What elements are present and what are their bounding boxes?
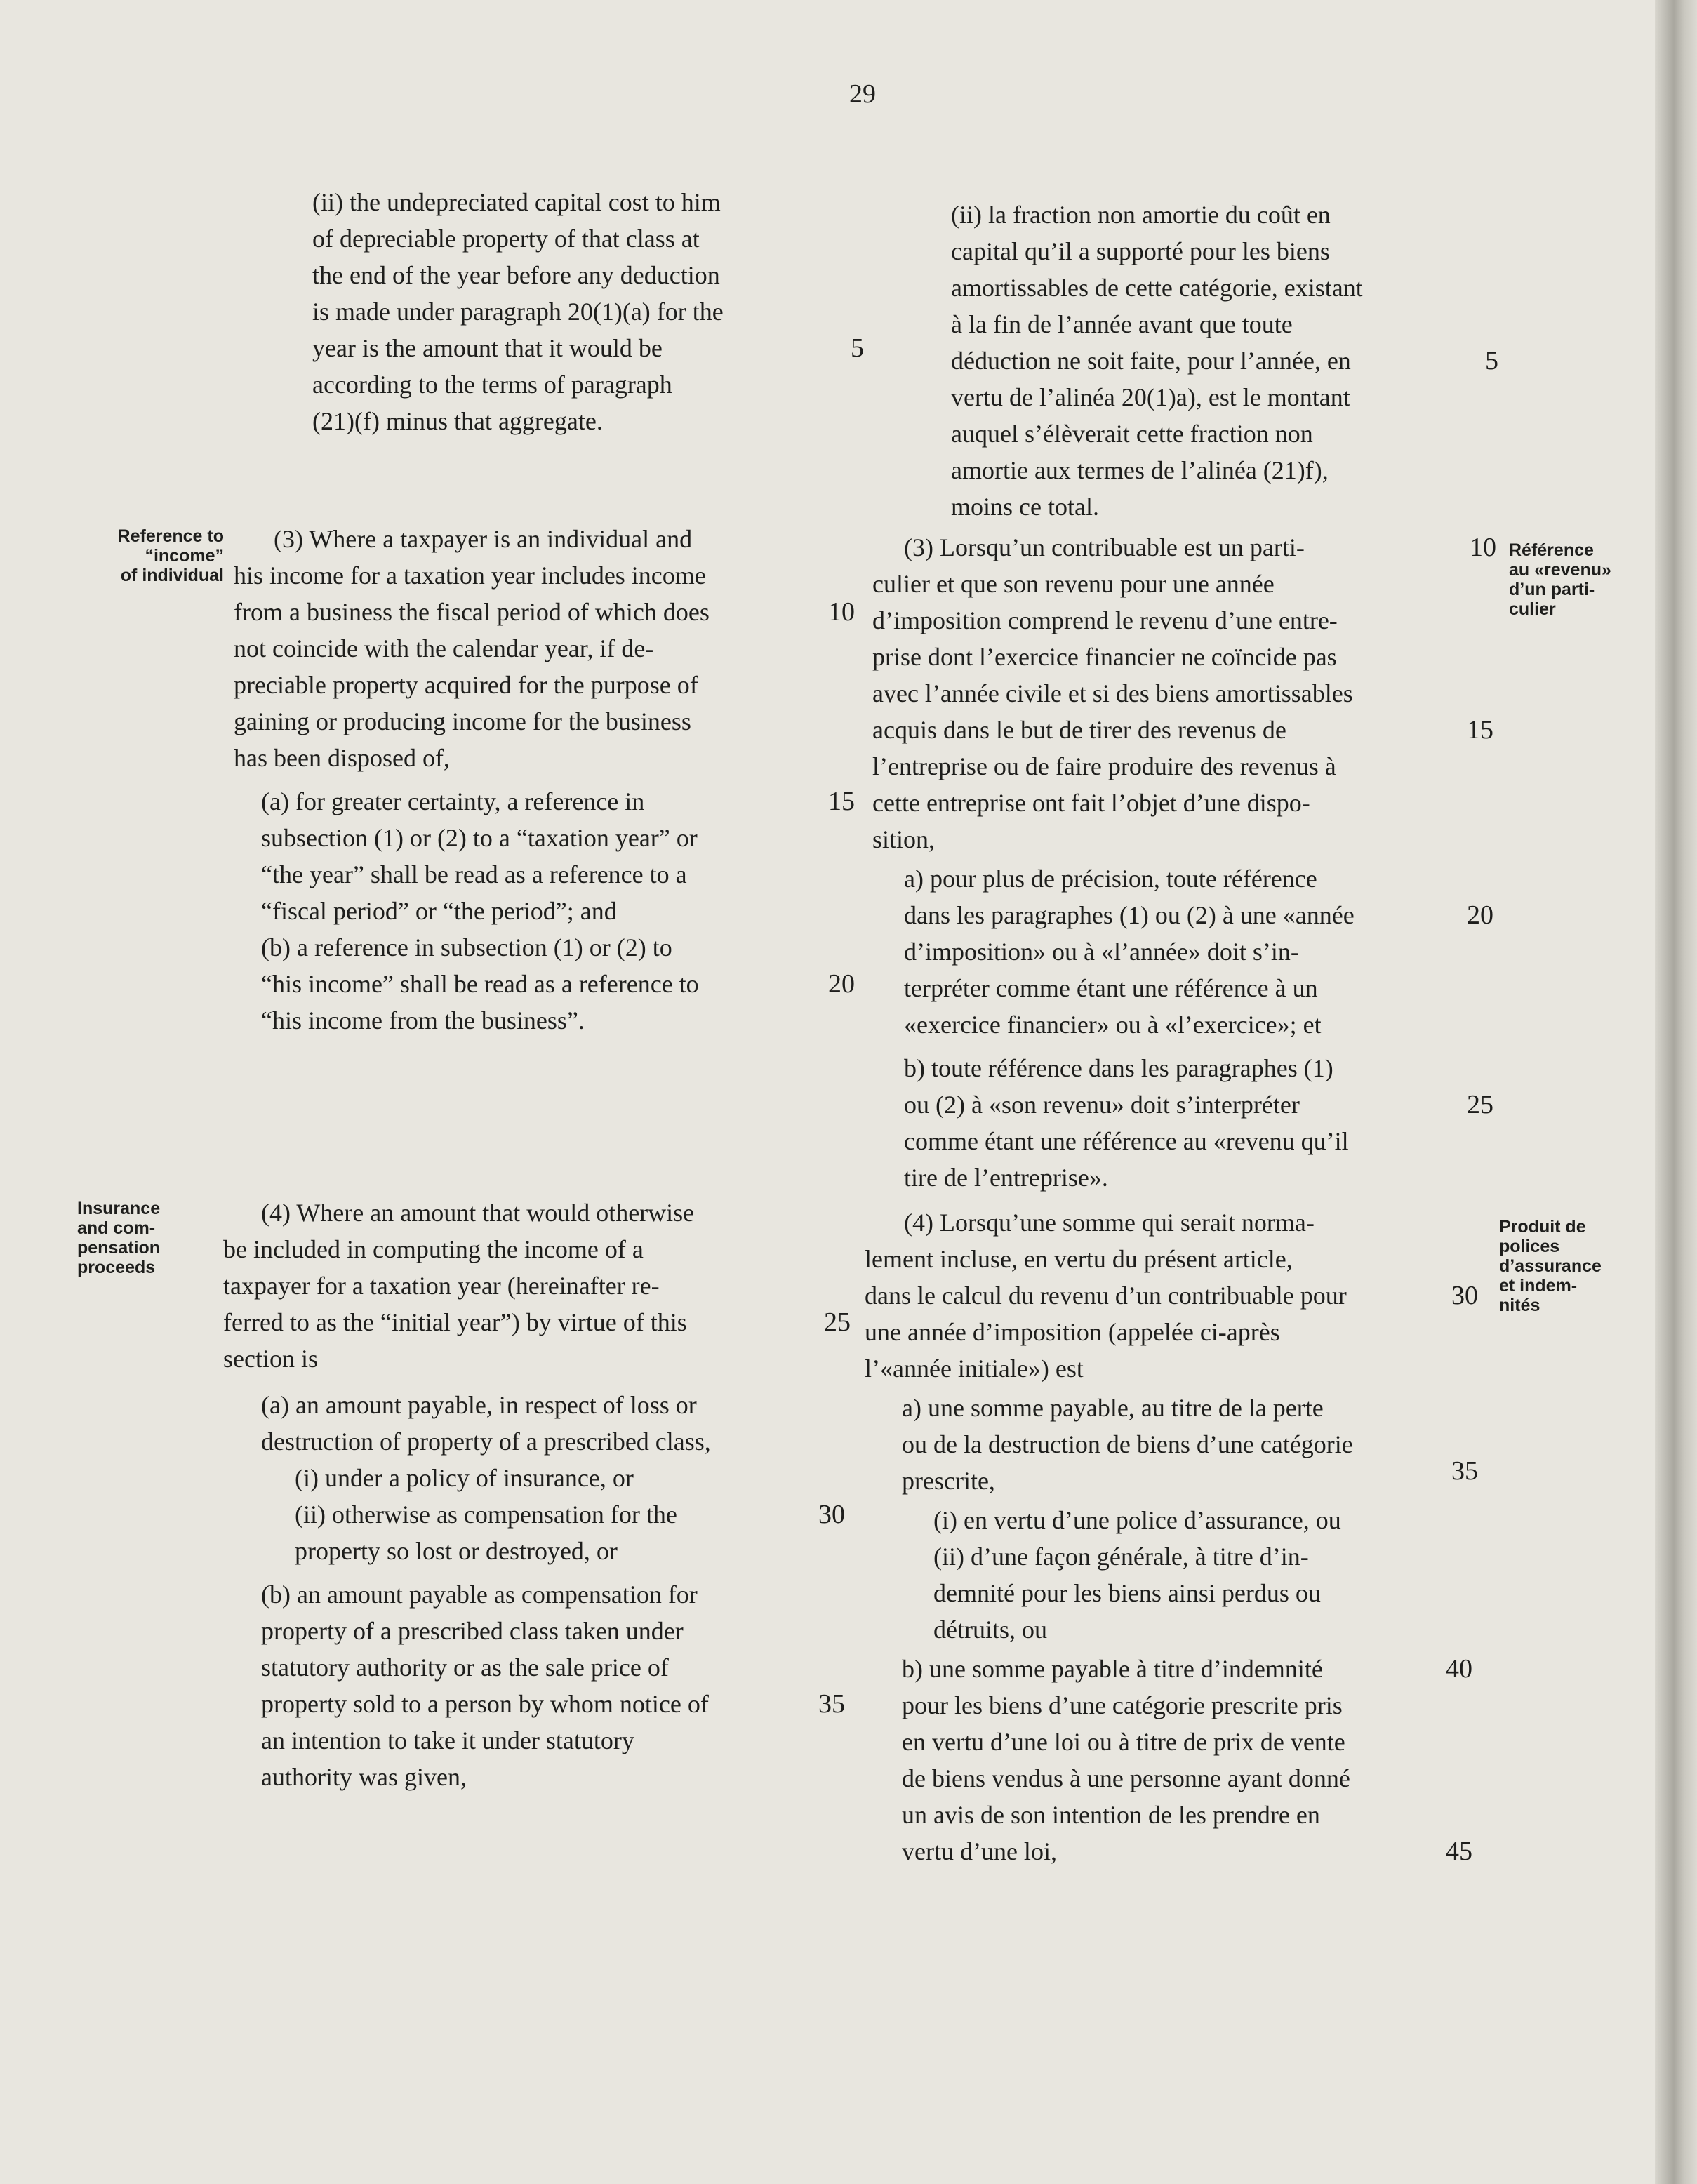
right-line: dans les paragraphes (1) ou (2) à une «année [904, 901, 1355, 929]
right-line: cette entreprise ont fait l’objet d’une dispo- [872, 789, 1310, 817]
right-line: sition, [872, 825, 936, 853]
page-binding-edge [1655, 0, 1697, 2184]
right-line: lement incluse, en vertu du présent article, [865, 1245, 1293, 1273]
left-line: year is the amount that it would be [312, 334, 663, 362]
left-line: “his income” shall be read as a reference to [261, 970, 699, 998]
left-line: (21)(f) minus that aggregate. [312, 407, 603, 435]
right-line: auquel s’élèverait cette fraction non [951, 420, 1313, 448]
left-line: “his income from the business”. [261, 1006, 585, 1034]
right-line-number: 10 [1470, 533, 1496, 562]
right-line-number: 45 [1446, 1837, 1472, 1866]
right-line: (i) en vertu d’une police d’assurance, ou [933, 1506, 1341, 1534]
right-line: avec l’année civile et si des biens amortissables [872, 679, 1353, 707]
right-line: en vertu d’une loi ou à titre de prix de vente [902, 1728, 1345, 1756]
right-line-number: 20 [1467, 900, 1493, 930]
right-line: demnité pour les biens ainsi perdus ou [933, 1579, 1321, 1607]
left-line: “fiscal period” or “the period”; and [261, 897, 617, 925]
left-line: has been disposed of, [234, 744, 450, 772]
margin-note-produit-polices: Produit de polices d’assurance et indem- nités [1499, 1217, 1602, 1315]
right-line: un avis de son intention de les prendre en [902, 1801, 1320, 1829]
right-line: pour les biens d’une catégorie prescrite pris [902, 1691, 1343, 1719]
left-line: (3) Where a taxpayer is an individual and [274, 525, 693, 553]
left-line-number: 30 [818, 1500, 845, 1529]
right-line: b) toute référence dans les paragraphes (1) [904, 1054, 1333, 1082]
right-line: à la fin de l’année avant que toute [951, 310, 1293, 338]
left-line: “the year” shall be read as a reference to a [261, 860, 687, 888]
right-line: dans le calcul du revenu d’un contribuable pour [865, 1281, 1347, 1310]
page-number: 29 [849, 79, 876, 109]
right-line: culier et que son revenu pour une année [872, 570, 1275, 598]
right-line: «exercice financier» ou à «l’exercice»; et [904, 1011, 1322, 1039]
left-line-number: 20 [828, 969, 855, 999]
left-line: statutory authority or as the sale price of [261, 1653, 669, 1682]
right-line-number: 35 [1451, 1456, 1478, 1486]
right-line: l’entreprise ou de faire produire des revenus à [872, 752, 1336, 780]
left-line-number: 25 [824, 1307, 851, 1337]
right-line: détruits, ou [933, 1616, 1047, 1644]
left-line: gaining or producing income for the business [234, 707, 691, 735]
right-line: (ii) d’une façon générale, à titre d’in- [933, 1543, 1309, 1571]
right-line: ou de la destruction de biens d’une catégorie [902, 1430, 1353, 1458]
left-line: property of a prescribed class taken under [261, 1617, 684, 1645]
right-line: b) une somme payable à titre d’indemnité [902, 1655, 1323, 1683]
left-line: (b) an amount payable as compensation for [261, 1580, 698, 1609]
left-line: (ii) otherwise as compensation for the [295, 1500, 677, 1529]
left-line: from a business the fiscal period of which does [234, 598, 710, 626]
left-line: (b) a reference in subsection (1) or (2) to [261, 933, 672, 961]
left-line: section is [223, 1345, 318, 1373]
right-line-number: 15 [1467, 715, 1493, 745]
right-line: amortissables de cette catégorie, existant [951, 274, 1363, 302]
left-line: is made under paragraph 20(1)(a) for the [312, 298, 724, 326]
right-line: déduction ne soit faite, pour l’année, en [951, 347, 1351, 375]
left-line: property sold to a person by whom notice of [261, 1690, 709, 1718]
left-line: (a) an amount payable, in respect of loss or [261, 1391, 697, 1419]
left-line: (ii) the undepreciated capital cost to him [312, 188, 721, 216]
margin-note-reference-revenu: Référence au «revenu» d’un parti- culier [1509, 540, 1611, 619]
right-line: (4) Lorsqu’une somme qui serait norma- [904, 1208, 1315, 1237]
right-line: vertu de l’alinéa 20(1)a), est le montant [951, 383, 1350, 411]
left-line-number: 10 [828, 597, 855, 627]
right-line: acquis dans le but de tirer des revenus de [872, 716, 1286, 744]
right-line: l’«année initiale») est [865, 1354, 1084, 1383]
right-line: a) pour plus de précision, toute référence [904, 865, 1317, 893]
right-line: a) une somme payable, au titre de la perte [902, 1394, 1324, 1422]
right-line: d’imposition» ou à «l’année» doit s’in- [904, 938, 1299, 966]
right-line: de biens vendus à une personne ayant donné [902, 1764, 1350, 1792]
left-line: property so lost or destroyed, or [295, 1537, 618, 1565]
left-line-number: 15 [828, 787, 855, 816]
right-line: tire de l’entreprise». [904, 1164, 1108, 1192]
right-line: vertu d’une loi, [902, 1837, 1057, 1865]
left-line: (4) Where an amount that would otherwise [261, 1199, 695, 1227]
right-line: prescrite, [902, 1467, 995, 1495]
left-line: of depreciable property of that class at [312, 225, 700, 253]
right-line: prise dont l’exercice financier ne coïncide pas [872, 643, 1337, 671]
left-line: subsection (1) or (2) to a “taxation year” or [261, 824, 698, 852]
right-line-number: 25 [1467, 1090, 1493, 1119]
margin-note-insurance-proceeds: Insurance and com- pensation proceeds [77, 1199, 161, 1277]
left-line: be included in computing the income of a [223, 1235, 644, 1263]
left-line: taxpayer for a taxation year (hereinafter re- [223, 1272, 660, 1300]
margin-note-reference-income: Reference to “income” of individual [117, 526, 224, 585]
left-line: ferred to as the “initial year”) by virtue of this [223, 1308, 687, 1336]
right-line: (ii) la fraction non amortie du coût en [951, 201, 1331, 229]
left-line-number: 35 [818, 1689, 845, 1719]
right-line: d’imposition comprend le revenu d’une entre- [872, 606, 1338, 634]
right-line: une année d’imposition (appelée ci-après [865, 1318, 1280, 1346]
right-line-number: 30 [1451, 1281, 1478, 1310]
right-line: moins ce total. [951, 493, 1099, 521]
left-line: not coincide with the calendar year, if de- [234, 634, 654, 662]
left-line: authority was given, [261, 1763, 467, 1791]
left-line: according to the terms of paragraph [312, 371, 672, 399]
right-line: capital qu’il a supporté pour les biens [951, 237, 1330, 265]
left-line: (a) for greater certainty, a reference in [261, 787, 645, 815]
left-line: destruction of property of a prescribed class, [261, 1427, 711, 1456]
left-line: an intention to take it under statutory [261, 1726, 634, 1754]
right-line: comme étant une référence au «revenu qu’il [904, 1127, 1349, 1155]
left-line: (i) under a policy of insurance, or [295, 1464, 634, 1492]
right-line: ou (2) à «son revenu» doit s’interpréter [904, 1091, 1300, 1119]
left-line: preciable property acquired for the purpose of [234, 671, 698, 699]
left-line: his income for a taxation year includes income [234, 561, 706, 590]
left-line: the end of the year before any deduction [312, 261, 720, 289]
right-line: (3) Lorsqu’un contribuable est un parti- [904, 533, 1305, 561]
right-line-number: 40 [1446, 1654, 1472, 1684]
right-line-number: 5 [1485, 346, 1498, 375]
right-line: amortie aux termes de l’alinéa (21)f), [951, 456, 1329, 484]
left-line-number: 5 [851, 333, 864, 363]
right-line: terpréter comme étant une référence à un [904, 974, 1318, 1002]
